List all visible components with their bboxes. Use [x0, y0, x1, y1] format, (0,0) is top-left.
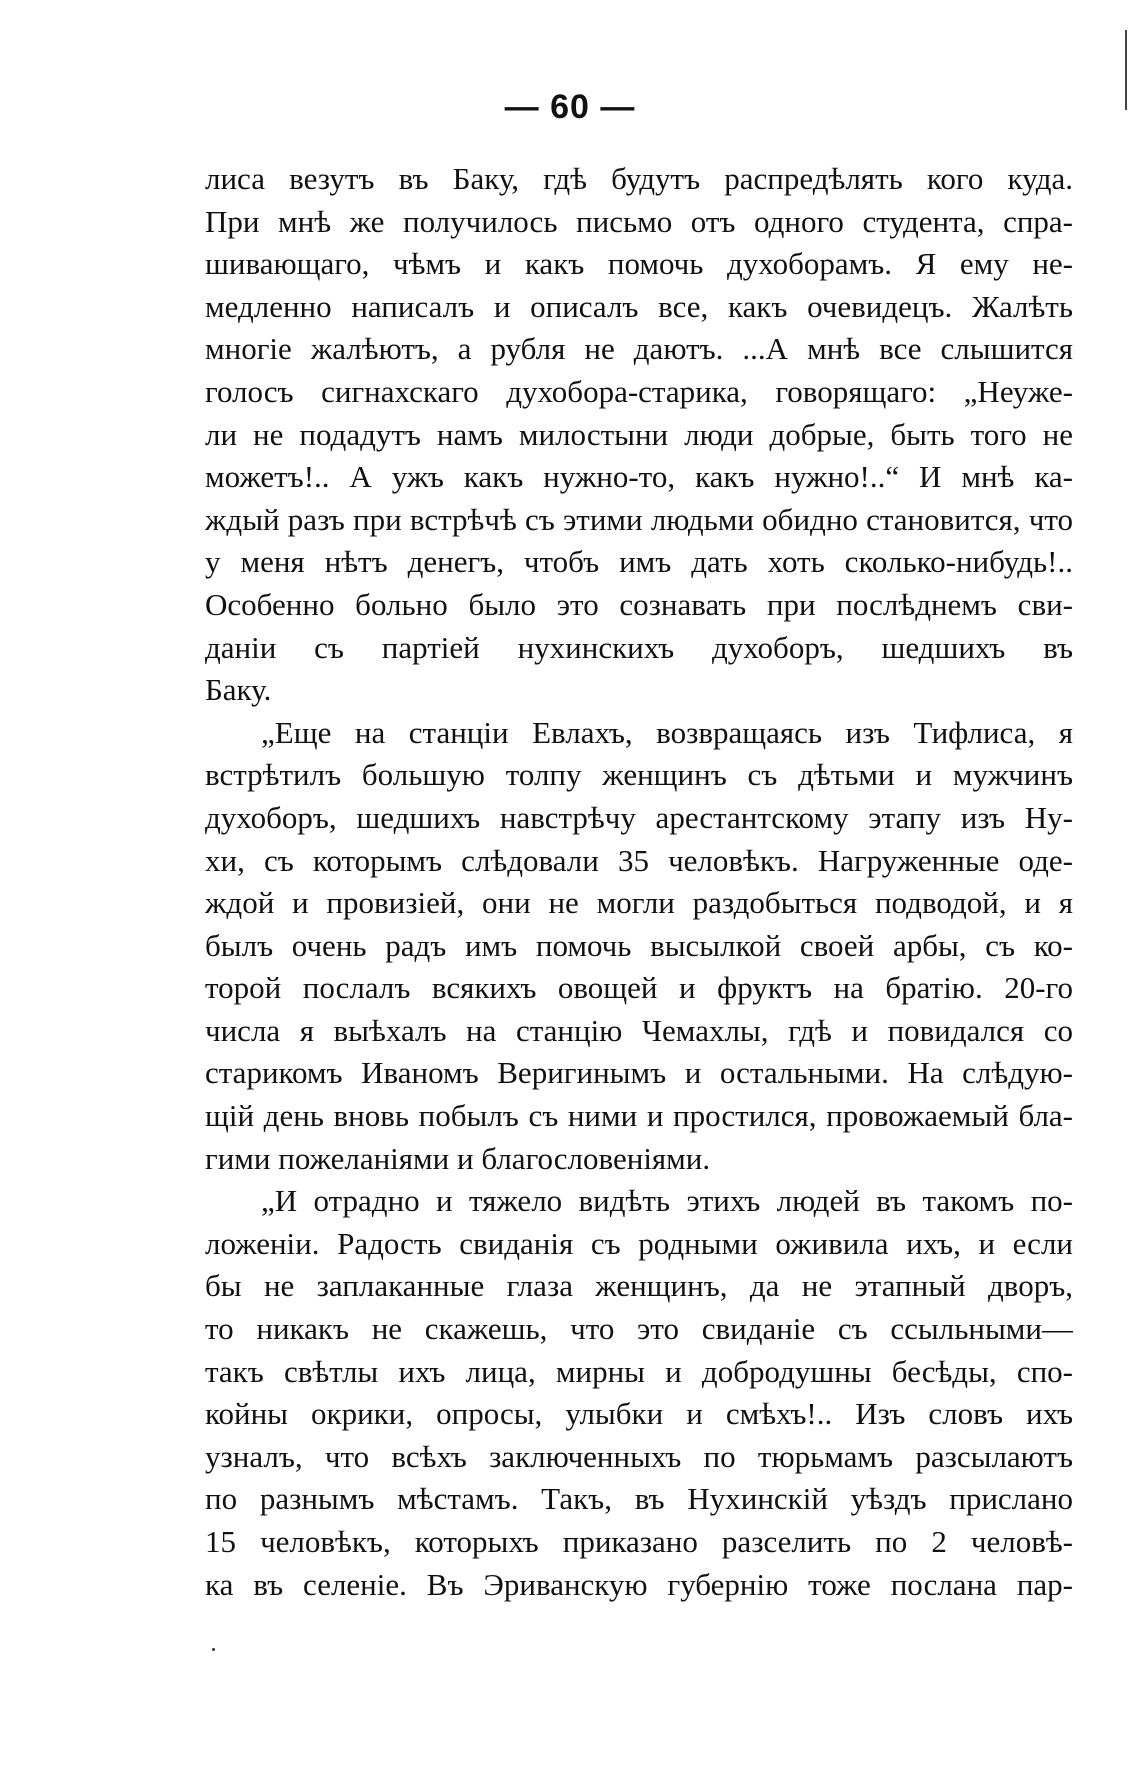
text-line: торой послалъ всякихъ овощей и фруктъ на братію. 20-го: [205, 970, 1073, 1006]
text-line: бы не заплаканные глаза женщинъ, да не этапный дворъ,: [205, 1268, 1073, 1304]
text-line: гими пожеланіями и благословеніями.: [205, 1140, 711, 1176]
text-line: ложеніи. Радость свиданія съ родными оживила ихъ, и если: [205, 1225, 1073, 1261]
text-line: ли не подадутъ намъ милостыни люди добрые, быть того не: [205, 416, 1073, 452]
paragraph-2: [205, 712, 1073, 1181]
text-line: духоборъ, шедшихъ навстрѣчу арестантскому этапу изъ Ну-: [205, 799, 1073, 835]
text-line: числа я выѣхалъ на станцію Чемахлы, гдѣ и повидался со: [205, 1012, 1073, 1048]
paragraph-1: [205, 158, 1073, 712]
text-line: можетъ!.. А ужъ какъ нужно-то, какъ нужно!..“ И мнѣ ка-: [205, 459, 1073, 495]
text-line: ждой и провизіей, они не могли раздобыться подводой, и я: [205, 885, 1073, 921]
text-line: по разнымъ мѣстамъ. Такъ, въ Нухинскій уѣздъ прислано: [205, 1481, 1073, 1517]
text-line: встрѣтилъ большую толпу женщинъ съ дѣтьми и мужчинъ: [205, 757, 1073, 793]
text-line: койны окрики, опросы, улыбки и смѣхъ!.. Изъ словъ ихъ: [205, 1396, 1073, 1432]
text-line: медленно написалъ и описалъ все, какъ очевидецъ. Жалѣть: [205, 288, 1073, 324]
text-line: у меня нѣтъ денегъ, чтобъ имъ дать хоть сколько-нибудь!..: [205, 544, 1073, 580]
text-line: голосъ сигнахскаго духобора-старика, говорящаго: „Неуже-: [205, 373, 1073, 409]
text-line: старикомъ Иваномъ Веригинымъ и остальными. На слѣдую-: [205, 1055, 1073, 1091]
text-line: то никакъ не скажешь, что это свиданіе съ ссыльными—: [205, 1311, 1073, 1347]
text-line: Баку.: [205, 672, 272, 708]
text-line: такъ свѣтлы ихъ лица, мирны и добродушны бесѣды, спо-: [205, 1353, 1073, 1389]
text-line: хи, съ которымъ слѣдовали 35 человѣкъ. Нагруженные оде-: [205, 842, 1073, 878]
text-line: При мнѣ же получилось письмо отъ одного студента, спра-: [205, 203, 1073, 239]
text-line: 15 человѣкъ, которыхъ приказано разселить по 2 человѣ-: [205, 1524, 1073, 1559]
text-line: „И отрадно и тяжело видѣть этихъ людей въ такомъ по-: [261, 1183, 1073, 1219]
scan-speck: [212, 1648, 215, 1651]
text-line: лиса везутъ въ Баку, гдѣ будутъ распредѣлять кого куда.: [205, 161, 1073, 196]
text-line: шивающаго, чѣмъ и какъ помочь духоборамъ. Я ему не-: [205, 246, 1073, 282]
text-line: былъ очень радъ имъ помочь высылкой своей арбы, съ ко-: [205, 927, 1073, 963]
text-line: щій день вновь побылъ съ ними и простился, провожаемый бла-: [205, 1098, 1073, 1134]
text-line: ка въ селеніе. Въ Эриванскую губернію тоже послана пар-: [205, 1566, 1073, 1602]
text-line: „Еще на станціи Евлахъ, возвращаясь изъ Тифлиса, я: [261, 714, 1073, 750]
text-line: многіе жалѣютъ, а рубля не даютъ. ...А мнѣ все слышится: [205, 331, 1073, 367]
text-line: узналъ, что всѣхъ заключенныхъ по тюрьмамъ разсылаютъ: [205, 1438, 1073, 1474]
page-number: — 60 —: [504, 88, 636, 126]
text-line: Особенно больно было это сознавать при послѣднемъ сви-: [205, 586, 1073, 622]
text-line: ждый разъ при встрѣчѣ съ этими людьми обидно становится, что: [205, 501, 1073, 537]
paragraph-3: [205, 1180, 1073, 1606]
page-body: [205, 158, 1073, 1606]
text-line: даніи съ партіей нухинскихъ духоборъ, шедшихъ въ: [205, 629, 1073, 665]
